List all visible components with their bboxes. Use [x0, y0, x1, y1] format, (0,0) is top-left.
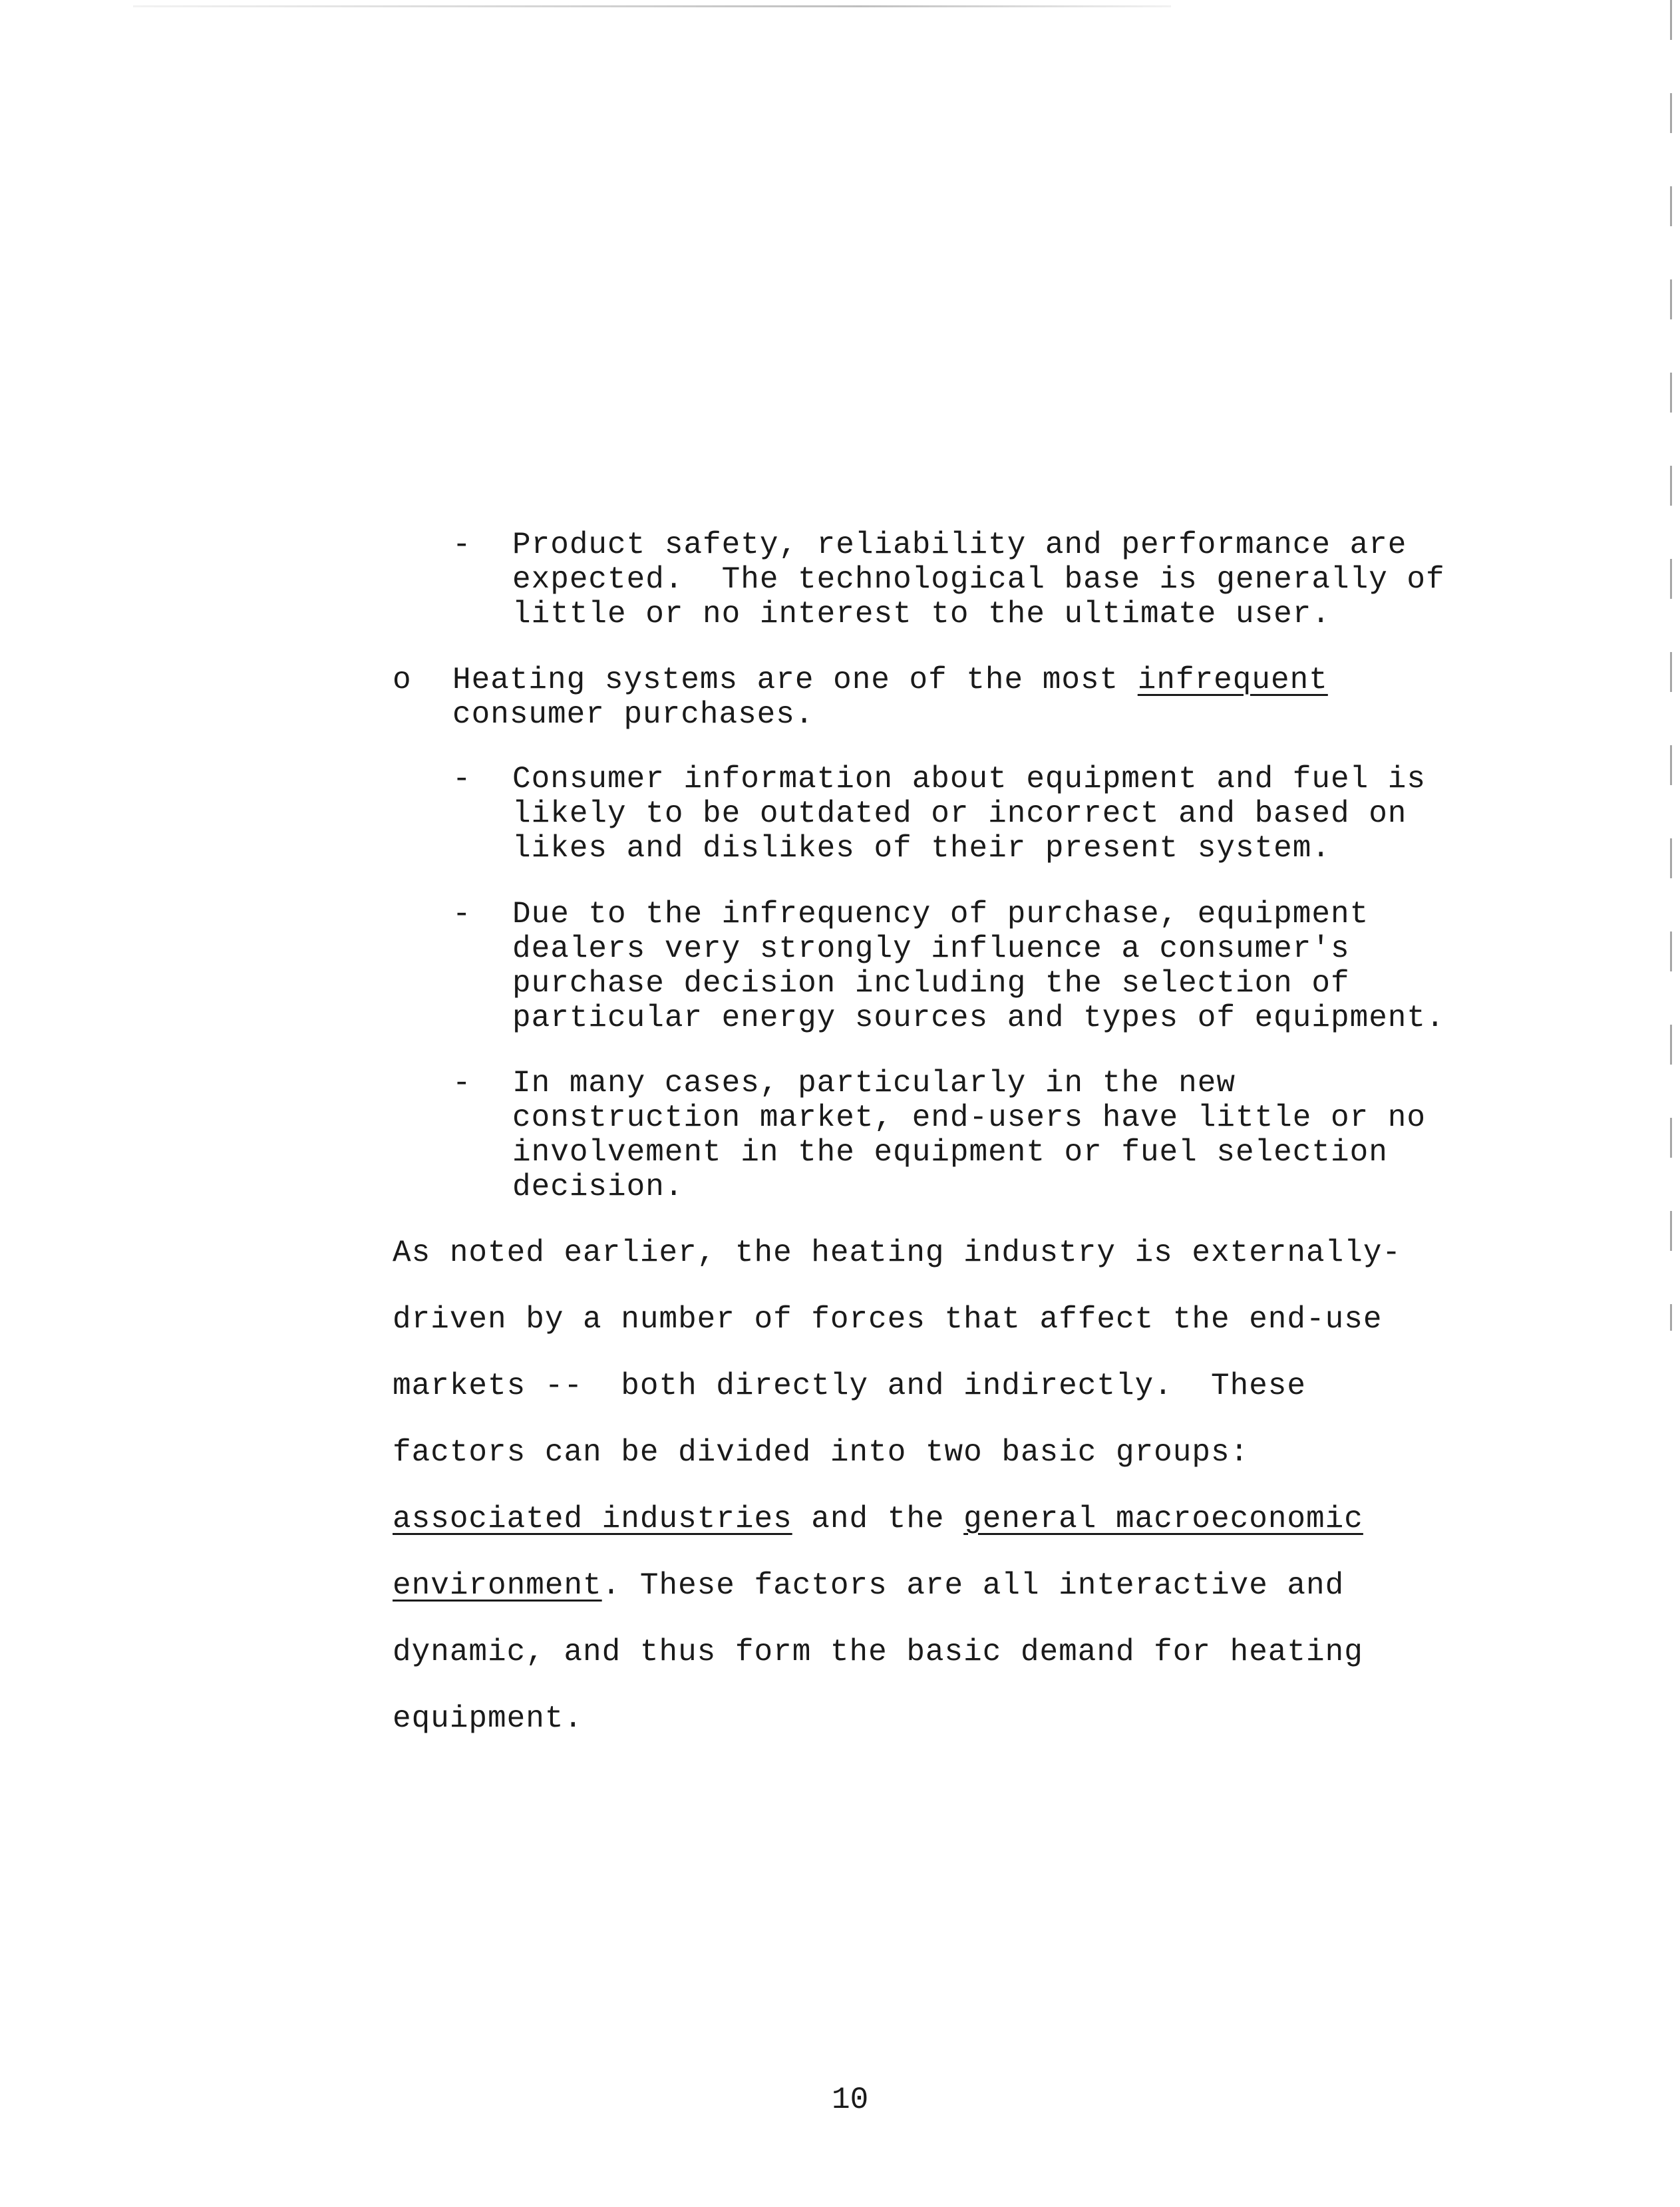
- paragraph-line: equipment.: [393, 1701, 584, 1736]
- list-item-line: likely to be outdated or incorrect and based on: [512, 796, 1407, 831]
- underlined-text: infrequent: [1137, 663, 1328, 697]
- list-item-line: decision.: [512, 1170, 684, 1204]
- list-item-line: particular energy sources and types of equipment.: [512, 1001, 1445, 1035]
- list-item-line: Product safety, reliability and performance are: [512, 528, 1407, 562]
- text-run: and the: [792, 1502, 964, 1536]
- list-item-line: consumer purchases.: [452, 697, 814, 732]
- underlined-text: environment: [393, 1568, 602, 1603]
- paragraph-line: As noted earlier, the heating industry is externally-: [393, 1236, 1402, 1270]
- paragraph-line: factors can be divided into two basic groups:: [393, 1435, 1250, 1470]
- list-item-line: little or no interest to the ultimate user.: [512, 597, 1331, 631]
- list-item-line: Consumer information about equipment and fuel is: [512, 762, 1427, 796]
- text-run: . These factors are all interactive and: [601, 1568, 1345, 1603]
- scan-artifact-top: [133, 5, 1171, 7]
- dash-marker: -: [452, 528, 471, 562]
- underlined-text: associated industries: [393, 1502, 792, 1536]
- list-item-line: In many cases, particularly in the new: [512, 1066, 1236, 1101]
- scan-artifact-right: [1670, 0, 1672, 1331]
- list-item-line: dealers very strongly influence a consumer's: [512, 932, 1350, 966]
- bullet-marker: o: [393, 663, 411, 697]
- list-item-line: likes and dislikes of their present system.: [512, 831, 1331, 866]
- list-item-line: expected. The technological base is generally of: [512, 562, 1445, 597]
- list-item-line: construction market, end-users have little or no: [512, 1101, 1427, 1135]
- page-number: 10: [832, 2083, 869, 2117]
- paragraph-line: [393, 1502, 1363, 1536]
- paragraph-line: markets -- both directly and indirectly. These: [393, 1369, 1307, 1403]
- list-item-line: [452, 663, 1328, 697]
- paragraph-line: [393, 1568, 1344, 1603]
- list-item-line: Due to the infrequency of purchase, equipment: [512, 897, 1369, 932]
- list-item-line: purchase decision including the selection of: [512, 966, 1350, 1001]
- text-run: Heating systems are one of the most: [452, 663, 1138, 697]
- dash-marker: -: [452, 1066, 471, 1101]
- paragraph-line: driven by a number of forces that affect the end-use: [393, 1302, 1383, 1337]
- list-item-line: involvement in the equipment or fuel selection: [512, 1135, 1388, 1170]
- dash-marker: -: [452, 897, 471, 932]
- dash-marker: -: [452, 762, 471, 796]
- underlined-text: general macroeconomic: [963, 1502, 1363, 1536]
- paragraph-line: dynamic, and thus form the basic demand for heating: [393, 1635, 1363, 1669]
